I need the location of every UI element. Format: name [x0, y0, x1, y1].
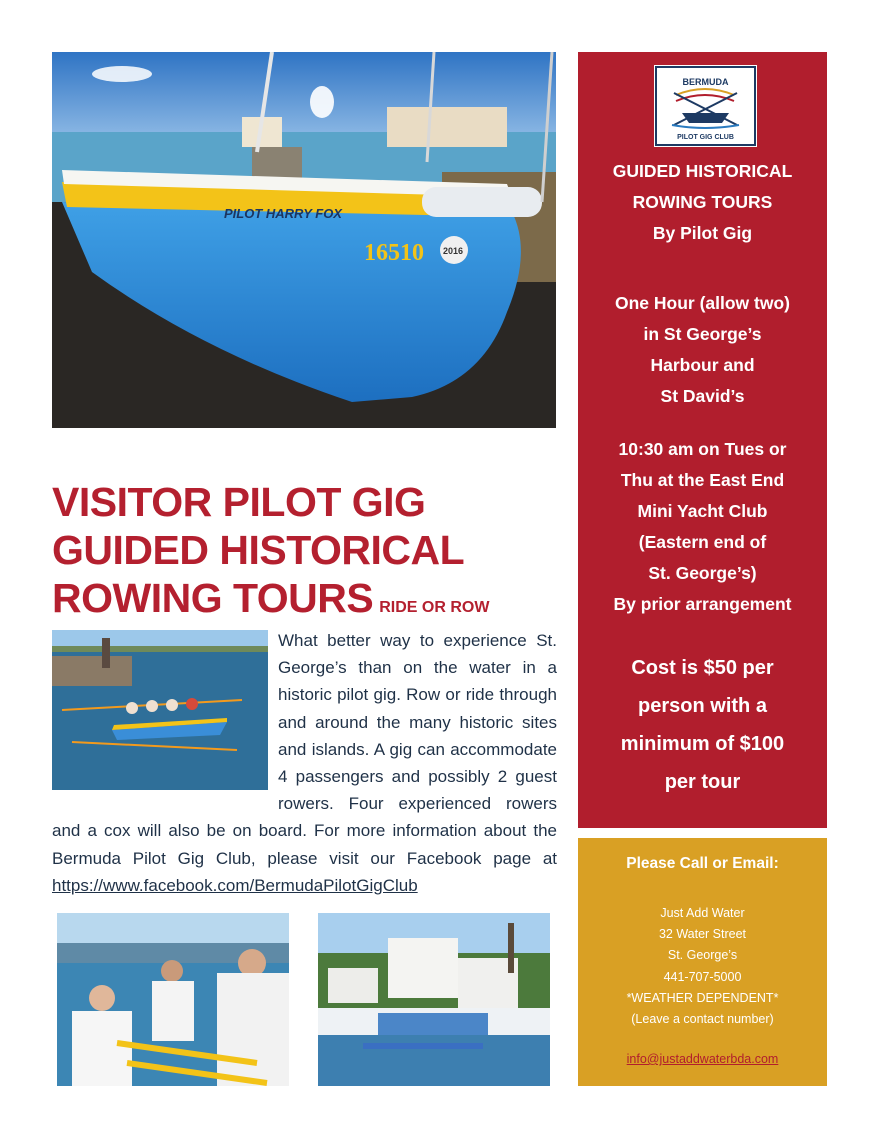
contact-panel — [578, 838, 827, 1086]
headline-line-2: GUIDED HISTORICAL — [52, 527, 465, 573]
cost-line: person with a — [638, 695, 767, 717]
contact-town: St. George’s — [667, 948, 738, 963]
sail-number-text: 16510 — [364, 240, 424, 266]
headline-line-3 — [52, 574, 552, 632]
schedule-line: By prior arrangement — [613, 594, 792, 614]
headline-line-3-text: ROWING TOURS — [52, 575, 374, 621]
contact-details — [578, 903, 827, 1030]
ride-or-row-label: RIDE OR ROW — [379, 599, 490, 616]
tour-cost-block — [578, 649, 827, 801]
tour-schedule-block — [578, 434, 827, 620]
cost-line: Cost is $50 per — [631, 657, 774, 679]
schedule-line: Mini Yacht Club — [637, 501, 768, 521]
boat-name-text: PILOT HARRY FOX — [224, 206, 342, 221]
facebook-link[interactable]: https://www.facebook.com/BermudaPilotGigClub — [52, 875, 418, 895]
boat-badge-text: 2016 — [443, 246, 464, 256]
tour-info-panel — [578, 52, 827, 828]
weather-notice: *WEATHER DEPENDENT* — [626, 990, 779, 1005]
cost-line: minimum of $100 — [620, 733, 785, 755]
contact-phone: 441-707-5000 — [663, 969, 742, 984]
club-logo — [654, 65, 757, 147]
schedule-line: Thu at the East End — [620, 470, 785, 490]
tour-line: GUIDED HISTORICAL — [612, 161, 793, 181]
schedule-line: (Eastern end of — [638, 532, 767, 552]
tour-duration-block — [578, 288, 827, 412]
duration-line: in St George’s — [643, 324, 762, 344]
intro-text: What better way to experience St. George’s than on the water in a historic pilot gig. Row or ride through and around the many historic sites and islands. A gig can accommodate 4 passengers and possibly 2 guest rowers. Four experienced rowers and a cox will also be on board. For more information about the Bermuda Pilot Gig Club, please visit our Facebook page at — [52, 631, 557, 868]
tour-line: ROWING TOURS — [632, 192, 773, 212]
photo-spacer — [52, 627, 278, 791]
duration-line: St David’s — [660, 386, 745, 406]
contact-note: (Leave a contact number) — [631, 1012, 774, 1027]
tour-title-block — [578, 156, 827, 249]
schedule-line: St. George’s) — [648, 563, 757, 583]
harbour-buildings-photo — [318, 913, 550, 1086]
page-headline — [52, 478, 552, 632]
contact-email-link[interactable]: info@justaddwaterbda.com — [626, 1052, 779, 1066]
hero-boat-photo — [52, 52, 556, 428]
duration-line: One Hour (allow two) — [615, 293, 790, 313]
cost-line: per tour — [664, 771, 741, 793]
contact-heading: Please Call or Email: — [626, 855, 779, 872]
contact-business-name: Just Add Water — [660, 906, 745, 920]
crew-rowing-photo — [57, 913, 289, 1086]
logo-top-text: BERMUDA — [682, 77, 729, 87]
schedule-line: 10:30 am on Tues or — [618, 439, 787, 459]
headline-line-1: VISITOR PILOT GIG — [52, 479, 426, 525]
tour-line: By Pilot Gig — [652, 223, 753, 243]
logo-bottom-text: PILOT GIG CLUB — [677, 134, 734, 141]
intro-paragraph — [52, 627, 557, 899]
contact-street: 32 Water Street — [658, 927, 747, 942]
duration-line: Harbour and — [650, 355, 755, 375]
